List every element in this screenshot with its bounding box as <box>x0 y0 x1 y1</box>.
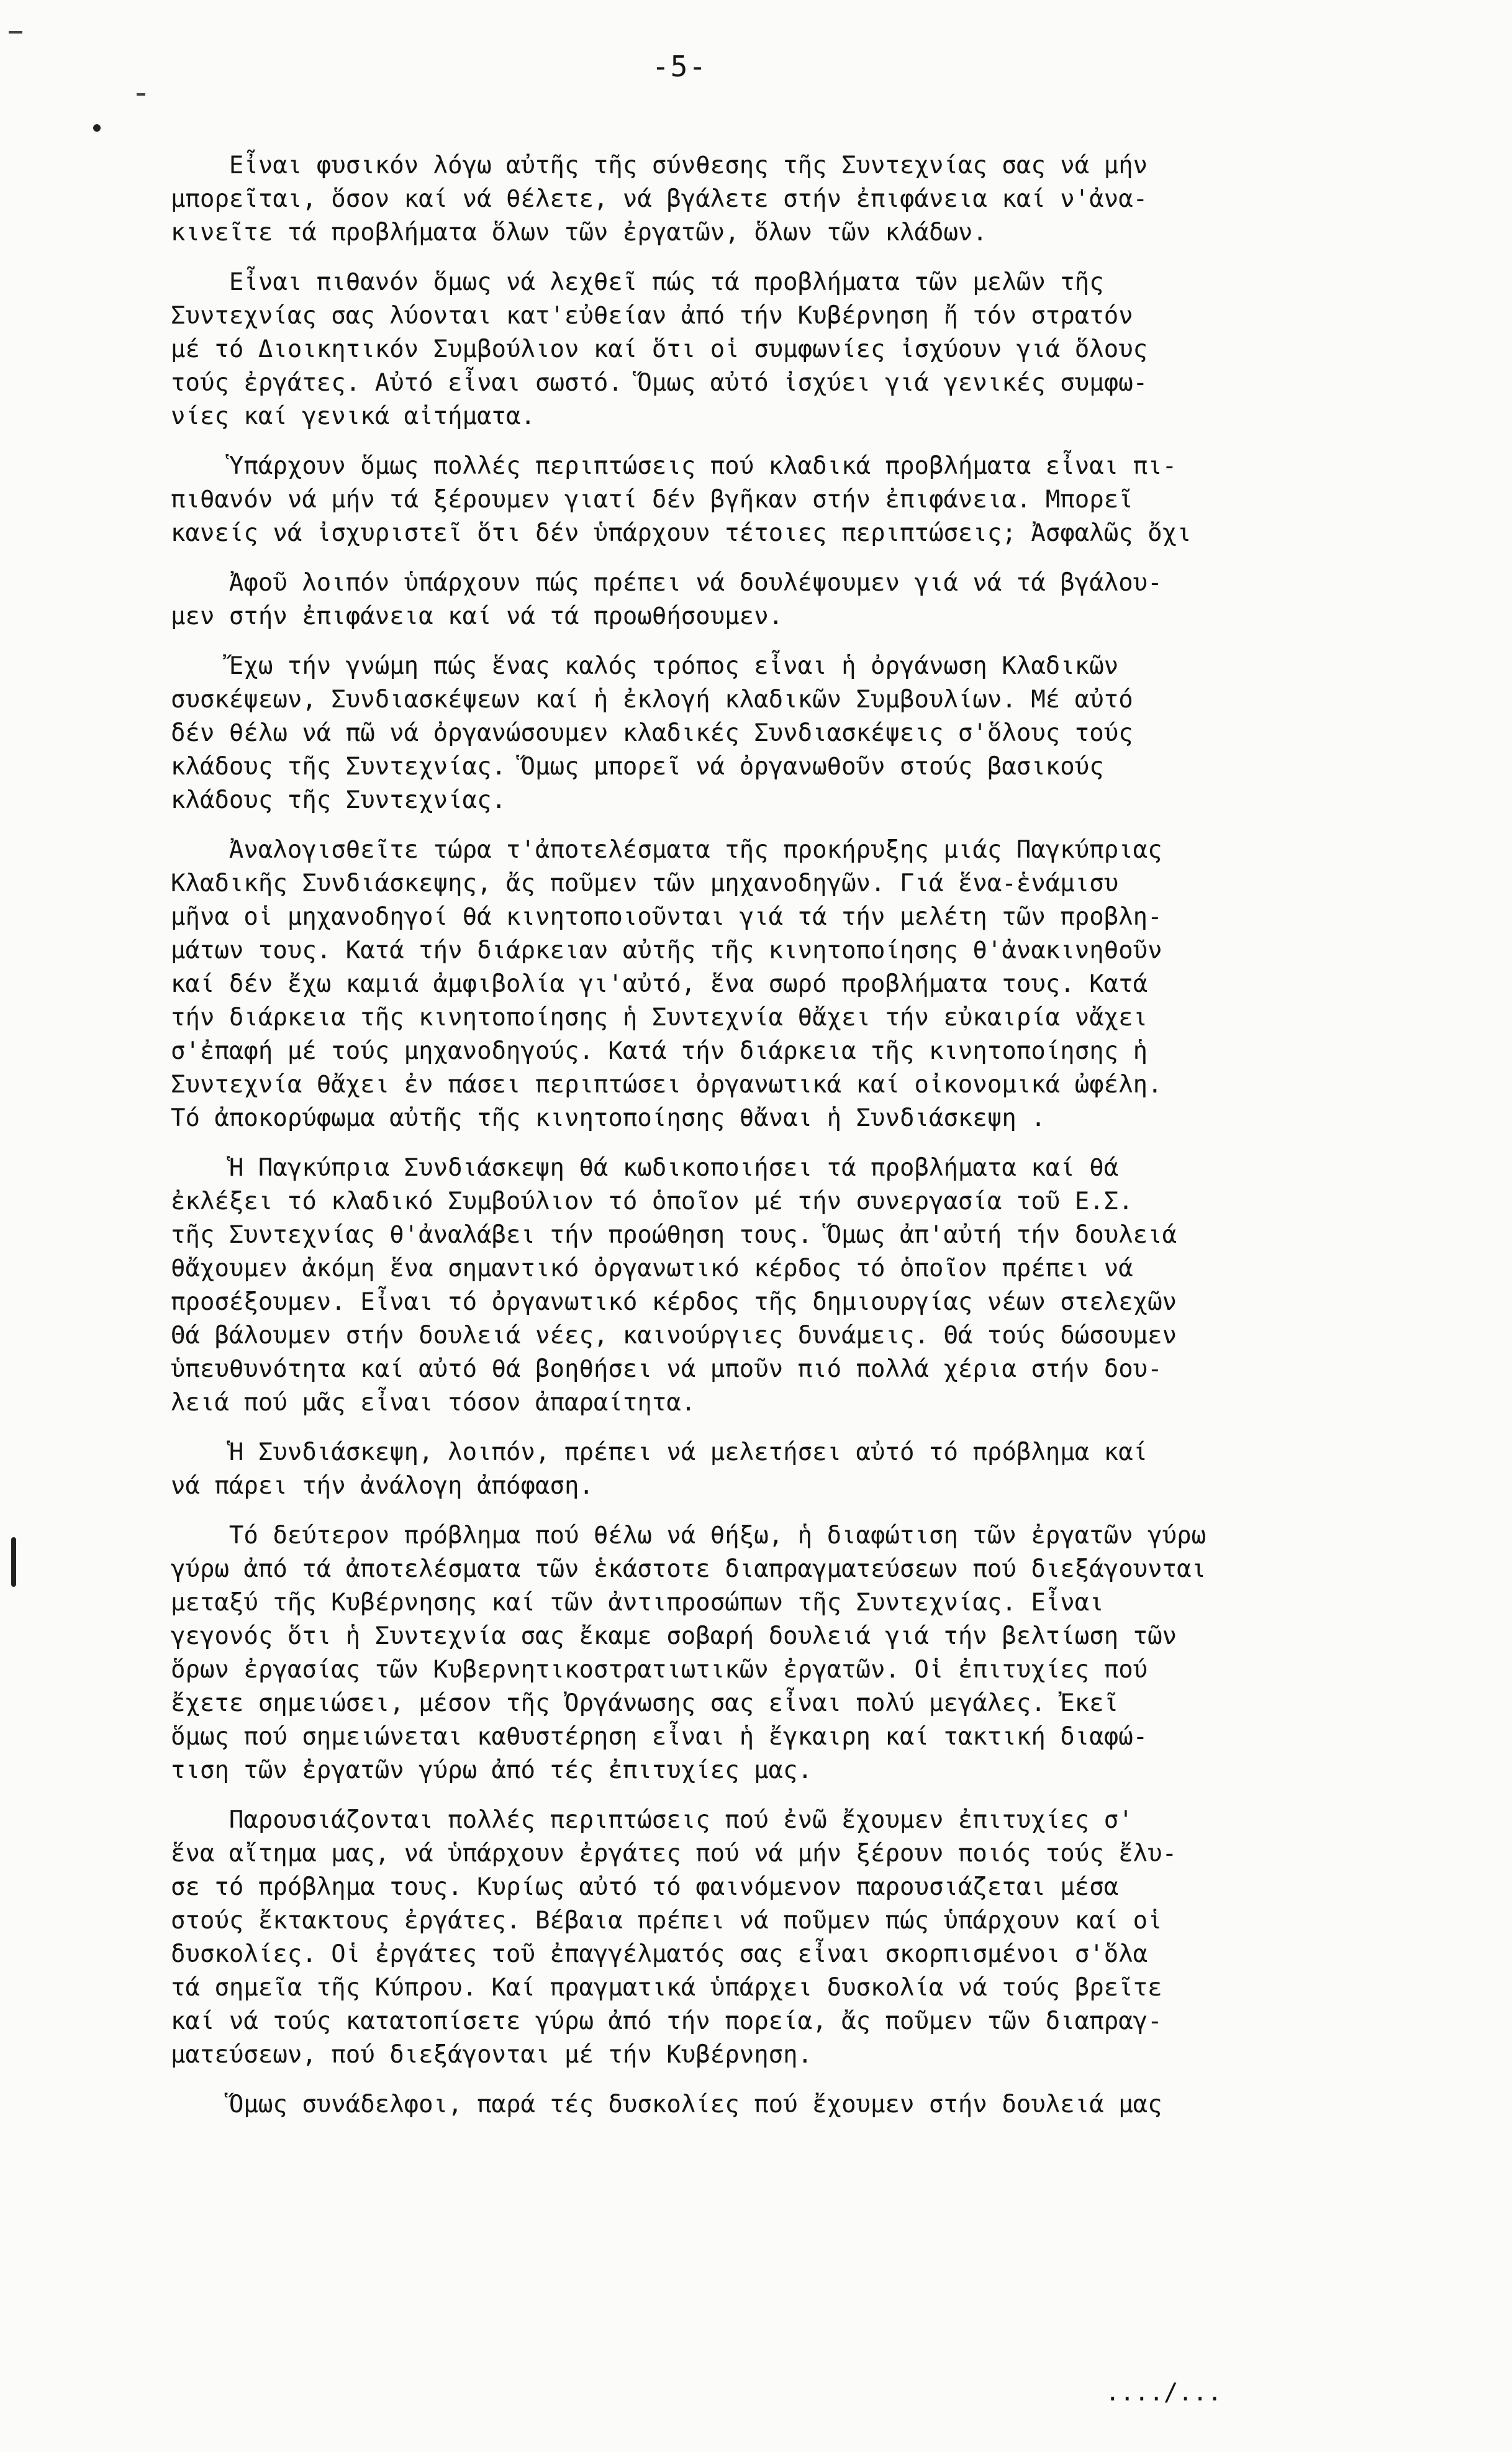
paragraph: Ἀφοῦ λοιπόν ὑπάρχουν πώς πρέπει νά δουλέψουμεν γιά νά τά βγάλου- μεν στήν ἐπιφάνεια καί νά τά προωθήσουμεν. <box>171 569 1162 630</box>
paragraph: Τό δεύτερον πρόβλημα πού θέλω νά θήξω, ἡ διαφώτιση τῶν ἐργατῶν γύρω γύρω ἀπό τά ἀποτελέσματα τῶν ἑκάστοτε διαπραγματεύσεων πού διεξάγουνται μεταξύ τῆς Κυβέρνησης καί τῶν ἀντιπροσώπων τῆς Συντεχνίας. Εἶναι γεγονός ὅτι ἡ Συντεχνία σας ἔκαμε σοβαρή δουλειά γιά τήν βελτίωση τῶν ὅρων ἐργασίας τῶν Κυβερνητικοστρατιωτικῶν ἐργατῶν. Οἱ ἐπιτυχίες πού ἔχετε σημειώσει, μέσον τῆς Ὀργάνωσης σας εἶναι πολύ μεγάλες. Ἐκεῖ ὅμως πού σημειώνεται καθυστέρηση εἶναι ἡ ἔγκαιρη καί τακτική διαφώ- τιση τῶν ἐργατῶν γύρω ἀπό τές ἐπιτυχίες μας. <box>171 1522 1206 1784</box>
scan-mark <box>93 124 101 132</box>
paragraph: Ἡ Συνδιάσκεψη, λοιπόν, πρέπει νά μελετήσει αὐτό τό πρόβλημα καί νά πάρει τήν ἀνάλογη ἀπόφαση. <box>171 1438 1148 1500</box>
paragraph: Εἶναι φυσικόν λόγω αὐτῆς τῆς σύνθεσης τῆς Συντεχνίας σας νά μήν μπορεῖται, ὅσον καί νά θέλετε, νά βγάλετε στήν ἐπιφάνεια καί ν'ἀνα- κινεῖτε τά προβλήματα ὅλων τῶν ἐργατῶν, ὅλων τῶν κλάδων. <box>171 152 1148 247</box>
page-number: -5- <box>652 50 708 83</box>
paragraph: Ὑπάρχουν ὅμως πολλές περιπτώσεις πού κλαδικά προβλήματα εἶναι πι- πιθανόν νά μήν τά ξέρουμεν γιατί δέν βγῆκαν στήν ἐπιφάνεια. Μπορεῖ κανείς νά ἰσχυριστεῖ ὅτι δέν ὑπάρχουν τέτοιες περιπτώσεις; Ἀσφαλῶς ὄχι <box>171 452 1192 547</box>
paragraph: Παρουσιάζονται πολλές περιπτώσεις πού ἐνῶ ἔχουμεν ἐπιτυχίες σ' ἕνα αἴτημα μας, νά ὑπάρχουν ἐργάτες πού νά μήν ξέρουν ποιός τούς ἔλυ- σε τό πρόβλημα τους. Κυρίως αὐτό τό φαινόμενον παρουσιάζεται μέσα στούς ἔκτακτους ἐργάτες. Βέβαια πρέπει νά ποῦμεν πώς ὑπάρχουν καί οἱ δυσκολίες. Οἱ ἐργάτες τοῦ ἐπαγγέλματός σας εἶναι σκορπισμένοι σ'ὅλα τά σημεῖα τῆς Κύπρου. Καί πραγματικά ὑπάρχει δυσκολία νά τούς βρεῖτε καί νά τούς κατατοπίσετε γύρω ἀπό τήν πορεία, ἄς ποῦμεν τῶν διαπραγ- ματεύσεων, πού διεξάγονται μέ τήν Κυβέρνηση. <box>171 1806 1177 2069</box>
continuation-marker: ..../... <box>1105 2379 1222 2407</box>
paragraph: Εἶναι πιθανόν ὅμως νά λεχθεῖ πώς τά προβλήματα τῶν μελῶν τῆς Συντεχνίας σας λύονται κατ'εὐθείαν ἀπό τήν Κυβέρνηση ἤ τόν στρατόν μέ τό Διοικητικόν Συμβούλιον καί ὅτι οἱ συμφωνίες ἰσχύουν γιά ὅλους τούς ἐργάτες. Αὐτό εἶναι σωστό. Ὅμως αὐτό ἰσχύει γιά γενικές συμφω- νίες καί γενικά αἰτήματα. <box>171 268 1148 430</box>
paragraph: Ἀναλογισθεῖτε τώρα τ'ἀποτελέσματα τῆς προκήρυξης μιάς Παγκύπριας Κλαδικῆς Συνδιάσκεψης, ἄς ποῦμεν τῶν μηχανοδηγῶν. Γιά ἕνα-ἑνάμισυ μῆνα οἱ μηχανοδηγοί θά κινητοποιοῦνται γιά τά τήν μελέτη τῶν προβλη- μάτων τους. Κατά τήν διάρκειαν αὐτῆς τῆς κινητοποίησης θ'ἀνακινηθοῦν καί δέν ἔχω καμιά ἀμφιβολία γι'αὐτό, ἕνα σωρό προβλήματα τους. Κατά τήν διάρκεια τῆς κινητοποίησης ἡ Συντεχνία θἄχει τήν εὐκαιρία νἄχει σ'ἐπαφή μέ τούς μηχανοδηγούς. Κατά τήν διάρκεια τῆς κινητοποίησης ἡ Συντεχνία θἄχει ἐν πάσει περιπτώσει ὀργανωτικά καί οἰκονομικά ὠφέλη. Τό ἀποκορύφωμα αὐτῆς τῆς κινητοποίησης θἄναι ἡ Συνδιάσκεψη . <box>171 836 1162 1132</box>
paragraph: Ὅμως συνάδελφοι, παρά τές δυσκολίες πού ἔχουμεν στήν δουλειά μας <box>171 2091 1162 2118</box>
document-body <box>171 149 1493 2138</box>
paragraph: Ἡ Παγκύπρια Συνδιάσκεψη θά κωδικοποιήσει τά προβλήματα καί θά ἐκλέξει τό κλαδικό Συμβούλιον τό ὁποῖον μέ τήν συνεργασία τοῦ Ε.Σ. τῆς Συντεχνίας θ'ἀναλάβει τήν προώθηση τους. Ὅμως ἀπ'αὐτή τήν δουλειά θἄχουμεν ἀκόμη ἕνα σημαντικό ὀργανωτικό κέρδος τό ὁποῖον πρέπει νά προσέξουμεν. Εἶναι τό ὀργανωτικό κέρδος τῆς δημιουργίας νέων στελεχῶν Θά βάλουμεν στήν δουλειά νέες, καινούργιες δυνάμεις. Θά τούς δώσουμεν ὑπευθυνότητα καί αὐτό θά βοηθήσει νά μποῦν πιό πολλά χέρια στήν δου- λειά πού μᾶς εἶναι τόσον ἀπαραίτητα. <box>171 1154 1177 1417</box>
scan-mark <box>9 31 22 34</box>
paragraph: Ἔχω τήν γνώμη πώς ἕνας καλός τρόπος εἶναι ἡ ὀργάνωση Κλαδικῶν συσκέψεων, Συνδιασκέψεων καί ἡ ἐκλογή κλαδικῶν Συμβουλίων. Μέ αὐτό δέν θέλω νά πῶ νά ὀργανώσουμεν κλαδικές Συνδιασκέψεις σ'ὅλους τούς κλάδους τῆς Συντεχνίας. Ὅμως μπορεῖ νά ὀργανωθοῦν στούς βασικούς κλάδους τῆς Συντεχνίας. <box>171 652 1133 814</box>
scan-mark <box>137 93 145 96</box>
scan-mark <box>11 1537 16 1587</box>
